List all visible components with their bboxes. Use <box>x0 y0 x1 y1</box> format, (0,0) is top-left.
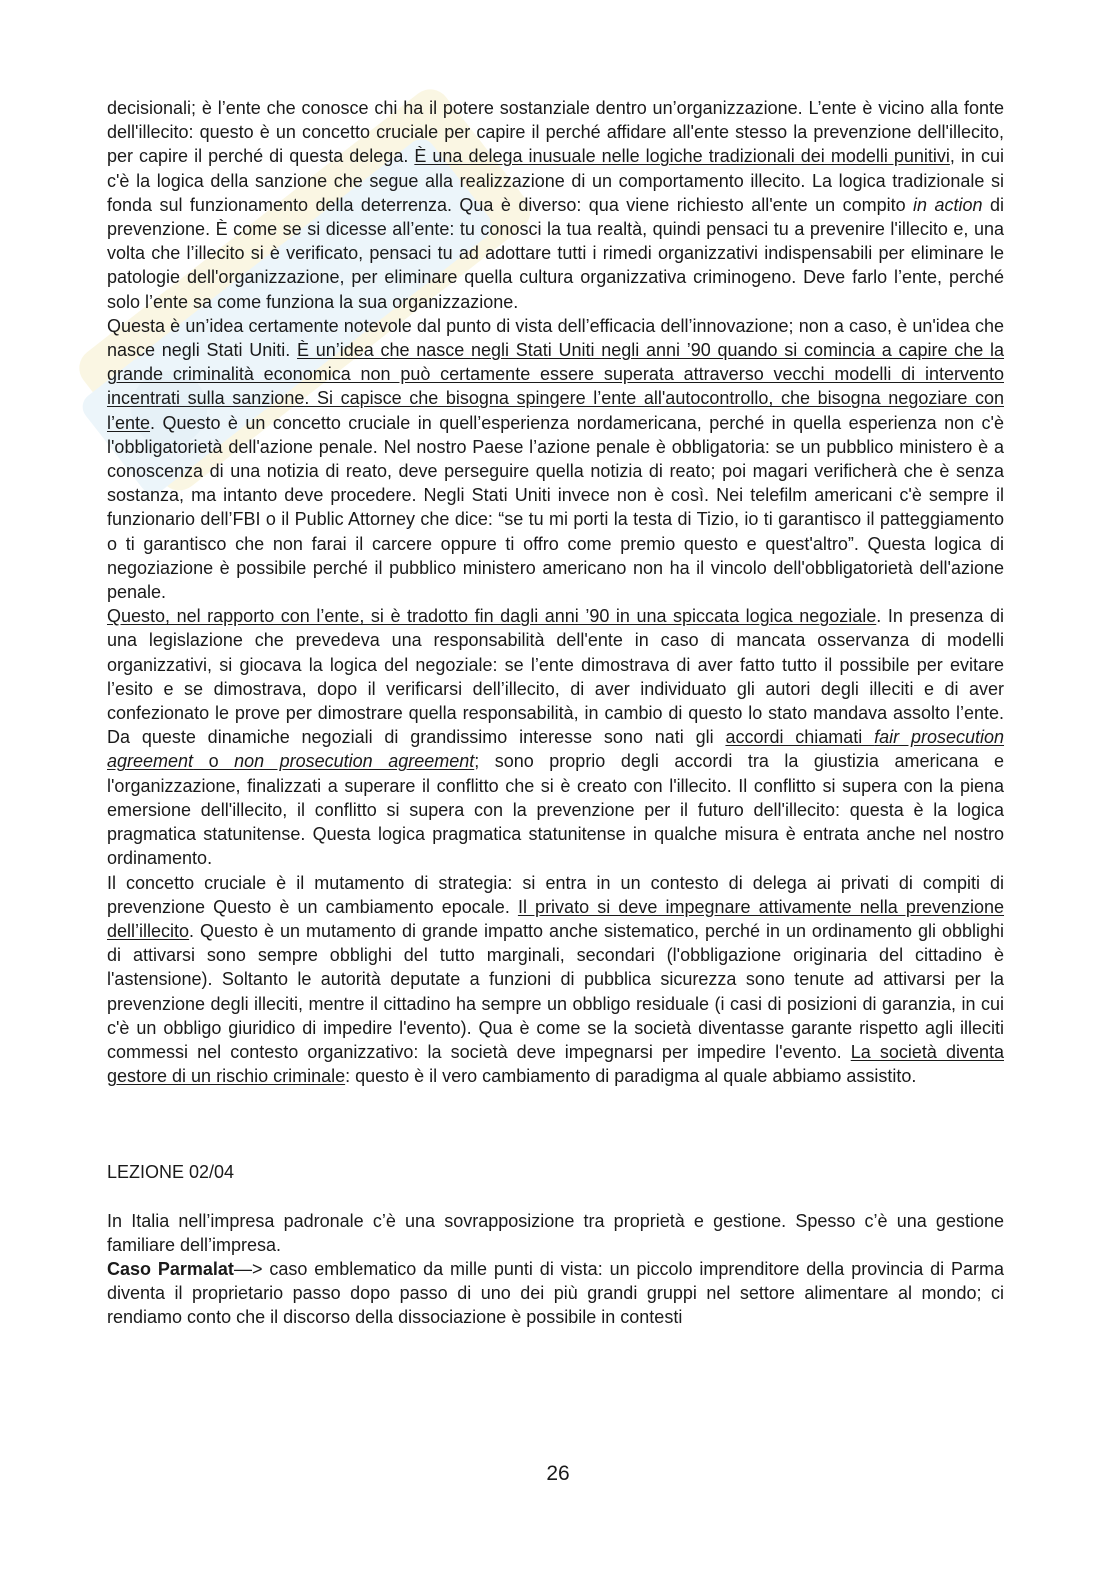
bold-text: Caso Parmalat <box>107 1258 234 1279</box>
underlined-text: È un’idea che nasce negli Stati Uniti negli anni ’90 quando si comincia a capire che la grande criminalità economica non può certamente essere superata attraverso vecchi modelli di intervento incentrati sulla sanzione. Si capisce che bisogna spingere l’ente all'autocontrollo, che bisogna negoziare con l’ente <box>107 340 1005 433</box>
document-body <box>107 96 1004 1330</box>
paragraph-2: Questa è un’idea certamente notevole dal punto di vista dell’efficacia dell’innovazione; non a caso, è un'idea che nasce negli Stati Uniti. È un’idea che nasce negli Stati Uniti negli anni ’90 quando si comincia a capire che la grande criminalità economica non può certamente essere superata attraverso vecchi modelli di intervento incentrati sulla sanzione. Si capisce che bisogna spingere l’ente all'autocontrollo, che bisogna negoziare con l’ente. Questo è un concetto cruciale in quell’esperienza nordamericana, perché in quella esperienza non c'è l'obbligatorietà dell'azione penale. Nel nostro Paese l’azione penale è obbligatoria: se un pubblico ministero è a conoscenza di una notizia di reato, deve perseguire quella notizia di reato; poi magari verificherà che è senza sostanza, ma intanto deve procedere. Negli Stati Uniti invece non è così. Nei telefilm americani c'è sempre il funzionario dell’FBI o il Public Attorney che dice: “se tu mi porti la testa di Tizio, io ti garantisco il patteggiamento o ti garantisco che non farai il carcere oppure ti offro come premio questo e quest'altro”. Questa logica di negoziazione è possibile perché il pubblico ministero americano non ha il vincolo dell'obbligatorietà dell'azione penale. <box>107 315 1005 603</box>
italic-text: in action <box>913 194 983 215</box>
underlined-text: Il privato si deve impegnare attivamente nella prevenzione dell’illecito <box>107 896 1005 941</box>
underlined-text: È una delega inusuale nelle logiche tradizionali dei modelli punitivi <box>414 146 950 167</box>
underlined-text: La società diventa gestore di un rischio criminale <box>107 1041 1004 1087</box>
lesson-heading: LEZIONE 02/04 <box>107 1162 235 1183</box>
paragraph-6: Caso Parmalat—> caso emblematico da mille punti di vista: un piccolo imprenditore della provincia di Parma diventa il proprietario passo dopo passo di uno dei più grandi gruppi nel settore alimentare al mondo; ci rendiamo conto che il discorso della dissociazione è possibile in contesti <box>107 1258 1004 1328</box>
page-number: 26 <box>546 1462 570 1485</box>
paragraph-3: Questo, nel rapporto con l’ente, si è tradotto fin dagli anni ’90 in una spiccata logica negoziale. In presenza di una legislazione che prevedeva una responsabilità dell'ente in caso di mancata osservanza di modelli organizzativi, si giocava la logica del negoziale: se l’ente dimostrava di aver fatto tutto il possibile per evitare l’esito e se dimostrava, dopo il verificarsi dell’illecito, di aver individuato gli autori degli illeciti e di aver confezionato le prove per dimostrare quella responsabilità, in cambio di questo lo stato mandava assolto l’ente. Da queste dinamiche negoziali di grandissimo interesse sono nati gli accordi chiamati fair prosecution agreement o non prosecution agreement; sono proprio degli accordi tra la giustizia americana e l'organizzazione, finalizzati a superare il conflitto che si è creato con l'illecito. Il conflitto si supera con la piena emersione dell'illecito, il conflitto si supera con la prevenzione per il futuro dell'illecito: questa è la logica pragmatica statunitense. Questa logica pragmatica statunitense in qualche misura è entrata anche nel nostro ordinamento. <box>107 606 1005 869</box>
paragraph-4: Il concetto cruciale è il mutamento di strategia: si entra in un contesto di delega ai privati di compiti di prevenzione Questo è un cambiamento epocale. Il privato si deve impegnare attivamente nella prevenzione dell’illecito. Questo è un mutamento di grande impatto anche sistematico, perché in un ordinamento gli obblighi di attivarsi sono sempre obblighi del tutto marginali, secondari (l'obbligazione originaria del cittadino è l'astensione). Soltanto le autorità deputate a funzioni di pubblica sicurezza sono tenute ad attivarsi per la prevenzione degli illeciti, mentre il cittadino ha sempre un obbligo residuale (i casi di posizioni di garanzia, in cui c'è un obbligo giuridico di impedire l'evento). Qua è come se la società diventasse garante rispetto agli illeciti commessi nel contesto organizzativo: la società deve impegnarsi per impedire l'evento. La società diventa gestore di un rischio criminale: questo è il vero cambiamento di paradigma al quale abbiamo assistito. <box>107 872 1005 1087</box>
underlined-text: accordi chiamati fair prosecution agreement o non prosecution agreement <box>107 727 1005 772</box>
underlined-text: Questo, nel rapporto con l’ente, si è tradotto fin dagli anni ’90 in una spiccata logica negoziale <box>107 606 877 627</box>
paragraph-5: In Italia nell’impresa padronale c’è una sovrapposizione tra proprietà e gestione. Spesso c’è una gestione familiare dell’impresa. <box>107 1210 1004 1255</box>
paragraph-1: decisionali; è l’ente che conosce chi ha il potere sostanziale dentro un’organizzazione. L’ente è vicino alla fonte dell'illecito: questo è un concetto cruciale per capire il perché affidare all'ente stesso la prevenzione dell'illecito, per capire il perché di questa delega. È una delega inusuale nelle logiche tradizionali dei modelli punitivi, in cui c'è la logica della sanzione che segue alla realizzazione di un comportamento illecito. La logica tradizionale si fonda sul funzionamento della deterrenza. Qua è diverso: qua viene richiesto all'ente un compito in action di prevenzione. È come se si dicesse all’ente: tu conosci la tua realtà, quindi pensaci tu a prevenire l'illecito e, una volta che l’illecito si è verificato, pensaci tu ad adottare tutti i rimedi organizzativi indispensabili per eliminare le patologie dell'organizzazione, per eliminare quella cultura organizzativa criminogeno. Deve farlo l’ente, perché solo l’ente sa come funziona la sua organizzazione. <box>107 98 1004 312</box>
